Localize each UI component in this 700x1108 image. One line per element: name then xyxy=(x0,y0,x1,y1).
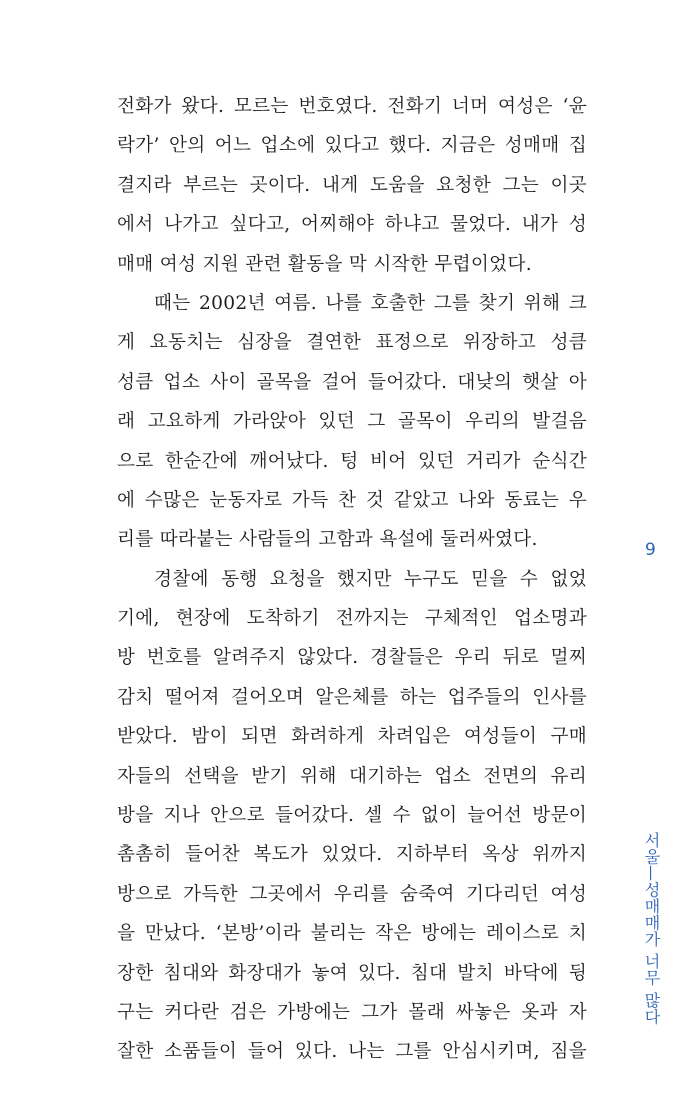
text-line: 받았다. 밤이 되면 화려하게 차려입은 여성들이 구매 xyxy=(117,726,587,748)
text-line: 기에, 현장에 도착하기 전까지는 구체적인 업소명과 xyxy=(117,608,587,630)
text-line: 촘촘히 들어찬 복도가 있었다. 지하부터 옥상 위까지 xyxy=(117,844,587,866)
text-line: 으로 한순간에 깨어났다. 텅 비어 있던 거리가 순식간 xyxy=(117,450,587,472)
text-line: 결지라 부르는 곳이다. 내게 도움을 요청한 그는 이곳 xyxy=(117,174,587,196)
text-line: 성큼 업소 사이 골목을 걸어 들어갔다. 대낮의 햇살 아 xyxy=(117,371,587,393)
text-line: 게 요동치는 심장을 결연한 표정으로 위장하고 성큼 xyxy=(117,332,587,354)
text-line: 에 수많은 눈동자로 가득 찬 것 같았고 나와 동료는 우 xyxy=(117,489,587,511)
text-line: 자들의 선택을 받기 위해 대기하는 업소 전면의 유리 xyxy=(117,765,587,787)
text-line: 구는 커다란 검은 가방에는 그가 몰래 싸놓은 옷과 자 xyxy=(117,1001,587,1023)
page-number: 9 xyxy=(645,540,656,560)
text-line: 장한 침대와 화장대가 놓여 있다. 침대 발치 바닥에 뒹 xyxy=(117,962,587,984)
text-line: 방 번호를 알려주지 않았다. 경찰들은 우리 뒤로 멀찌 xyxy=(117,647,587,669)
text-line: 경찰에 동행 요청을 했지만 누구도 믿을 수 없었 xyxy=(154,568,587,590)
body-text xyxy=(117,87,587,1072)
running-title: 서울—성매매가 너무 많다 xyxy=(642,832,661,1025)
text-line: 감치 떨어져 걸어오며 알은체를 하는 업주들의 인사를 xyxy=(117,686,587,708)
text-line: 래 고요하게 가라앉아 있던 그 골목이 우리의 발걸음 xyxy=(117,411,587,433)
text-line: 에서 나가고 싶다고, 어찌해야 하냐고 물었다. 내가 성 xyxy=(117,214,587,236)
text-line: 전화가 왔다. 모르는 번호였다. 전화기 너머 여성은 ‘윤 xyxy=(117,96,587,117)
text-line: 매매 여성 지원 관련 활동을 막 시작한 무렵이었다. xyxy=(117,253,532,275)
text-line: 방으로 가득한 그곳에서 우리를 숨죽여 기다리던 여성 xyxy=(117,883,587,905)
text-line: 때는 2002년 여름. 나를 호출한 그를 찾기 위해 크 xyxy=(154,292,587,314)
text-line: 리를 따라붙는 사람들의 고함과 욕설에 둘러싸였다. xyxy=(117,529,538,551)
text-line: 잘한 소품들이 들어 있다. 나는 그를 안심시키며, 짐을 xyxy=(117,1041,587,1063)
text-line: 락가’ 안의 어느 업소에 있다고 했다. 지금은 성매매 집 xyxy=(117,135,587,157)
text-line: 을 만났다. ‘본방’이라 불리는 작은 방에는 레이스로 치 xyxy=(117,923,587,945)
text-line: 방을 지나 안으로 들어갔다. 셀 수 없이 늘어선 방문이 xyxy=(117,805,587,827)
